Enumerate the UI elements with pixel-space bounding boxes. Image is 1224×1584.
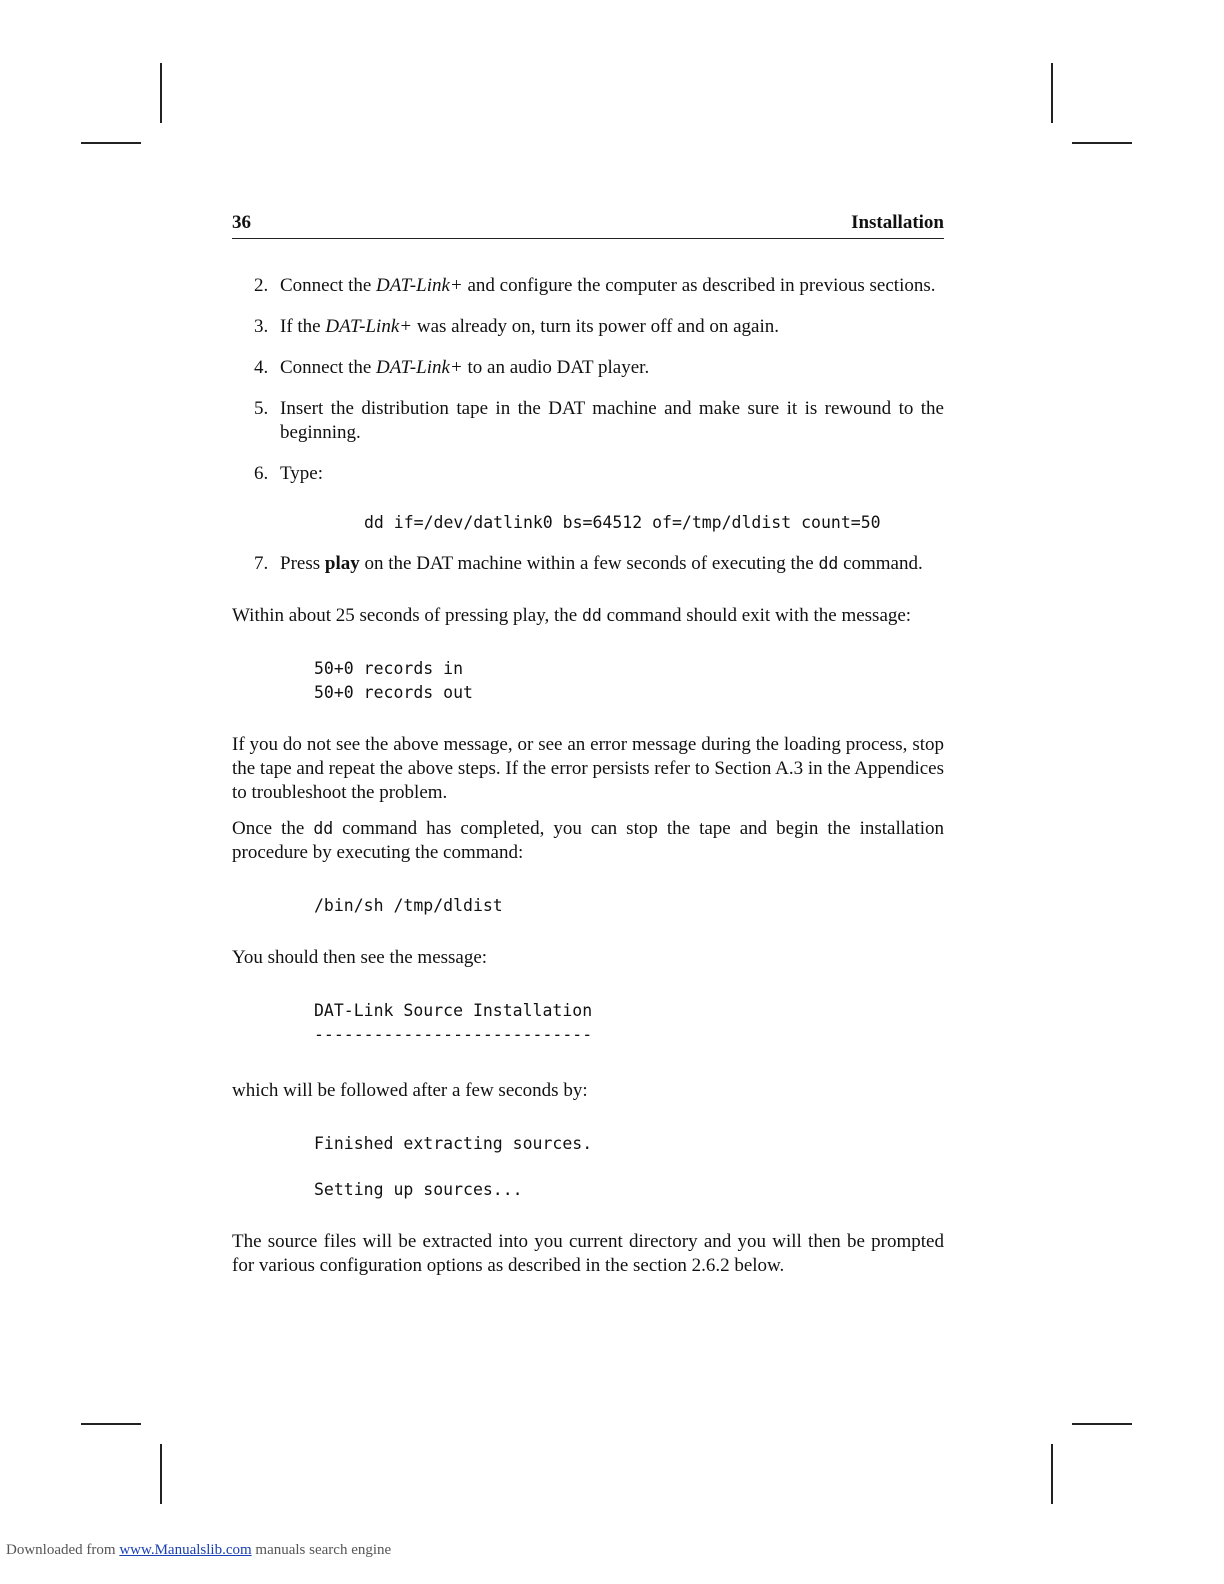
paragraph-see-message: You should then see the message: — [232, 947, 488, 968]
crop-mark-top-right-horizontal — [1072, 142, 1132, 144]
inline-code: dd — [581, 606, 602, 625]
step-3: 3. If the DAT-Link+ was already on, turn its power off and on again. — [254, 316, 779, 337]
section-title: Installation — [851, 212, 944, 233]
product-name: DAT-Link+ — [376, 357, 463, 378]
step-7: 7. Press play on the DAT machine within a few seconds of executing the dd command. — [254, 553, 923, 574]
dd-command: dd if=/dev/datlink0 bs=64512 of=/tmp/dldist count=50 — [364, 513, 881, 532]
extraction-output: Finished extracting sources. Setting up sources... — [314, 1134, 593, 1199]
crop-mark-top-left-vertical — [160, 63, 162, 123]
install-command: /bin/sh /tmp/dldist — [314, 896, 503, 915]
step-5: 5. Insert the distribution tape in the DAT machine and make sure it is rewound to the beginning. — [254, 398, 944, 443]
page-body — [232, 274, 944, 1278]
step-4: 4. Connect the DAT-Link+ to an audio DAT player. — [254, 357, 650, 378]
crop-mark-bottom-right-vertical — [1051, 1444, 1053, 1504]
installation-steps — [232, 274, 944, 576]
crop-mark-top-left-horizontal — [81, 142, 141, 144]
records-output: 50+0 records in 50+0 records out — [314, 659, 473, 702]
manualslib-link[interactable]: www.Manualslib.com — [119, 1542, 252, 1558]
paragraph-source-files: The source files will be extracted into you current directory and you will then be prompted for various configuration options as described in the section 2.6.2 below. — [232, 1231, 944, 1276]
step-2: 2. Connect the DAT-Link+ and configure the computer as described in previous sections. — [254, 275, 936, 296]
paragraph-begin-install: Once the dd command has completed, you can stop the tape and begin the installation procedure by executing the command: — [232, 818, 944, 863]
step-6: 6. Type: dd if=/dev/datlink0 bs=64512 of=/tmp/dldist count=50 — [232, 462, 944, 535]
installation-banner: DAT-Link Source Installation ---------------------------- — [314, 1001, 593, 1044]
product-name: DAT-Link+ — [325, 316, 413, 337]
paragraph-exit-message: Within about 25 seconds of pressing play, the dd command should exit with the message: — [232, 605, 912, 626]
play-keyword: play — [324, 553, 360, 574]
crop-mark-bottom-left-vertical — [160, 1444, 162, 1504]
inline-code: dd — [313, 819, 334, 838]
paragraph-followed-by: which will be followed after a few seconds by: — [232, 1080, 588, 1101]
crop-mark-top-right-vertical — [1051, 63, 1053, 123]
crop-mark-bottom-left-horizontal — [81, 1423, 141, 1425]
product-name: DAT-Link+ — [376, 275, 463, 296]
crop-mark-bottom-right-horizontal — [1072, 1423, 1132, 1425]
inline-code: dd — [818, 554, 839, 573]
paragraph-troubleshoot: If you do not see the above message, or see an error message during the loading process, stop the tape and repeat the above steps. If the error persists refer to Section A.3 in the Appendices to troubleshoot the problem. — [232, 734, 944, 803]
download-footer: Downloaded from www.Manualslib.com manuals search engine — [6, 1542, 392, 1558]
page-header — [232, 212, 944, 239]
page-number: 36 — [232, 212, 251, 233]
